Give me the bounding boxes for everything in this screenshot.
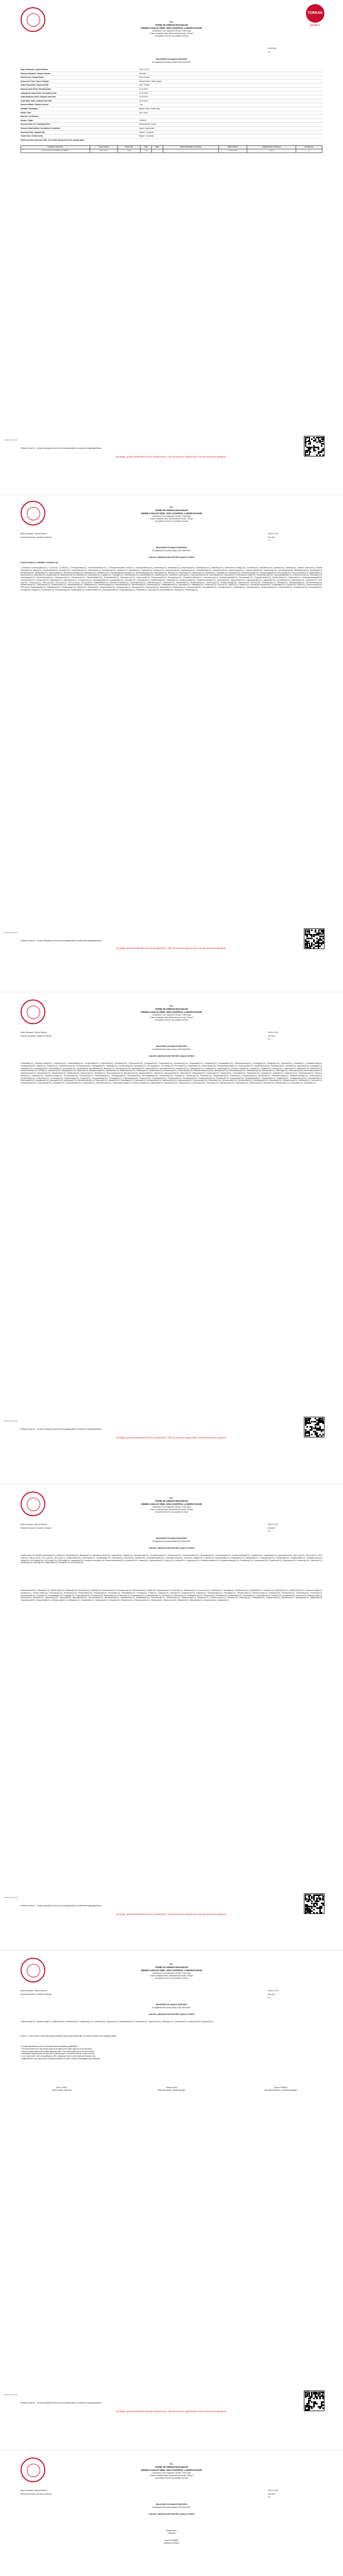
report-title-en: EXAMINATION AND ANALYSIS REPORT [152,61,191,63]
header-contact: Tel:(0258) 3713741 Fax:(0258) 3712318 [155,2477,188,2479]
page-number: 3/7 [268,1038,270,1041]
table-row [21,149,322,152]
page-4 [0,1486,343,1950]
signature-name: Şermin TOMBAŞ [165,2539,178,2542]
info-label: Ambalaj / Packaging [21,107,38,110]
red-warning: Bu belge, güvenli elektronik imza ile imzalanmıştır. This document is signed with a secure electronic signature. [116,1913,227,1916]
info-row [21,99,322,104]
page-number: 4/7 [268,1530,270,1533]
qr-code [304,436,324,456]
sample-no: Ürün Adı / [268,536,276,538]
info-value: Naylon Poşet / Plastic Bag [139,107,160,110]
header-lab-name: DENİZLİ ANALİZ ÖDEL GIDA KONTROL LABORATUVARI [141,512,202,515]
info-label: Numune Adı / Sample Name [21,76,44,79]
results-cell: - [152,149,163,152]
ministry-logo [21,2458,45,2482]
results-header-cell: Akreditasyon [296,146,322,149]
verify-text: Elektronik İmza ile ... Amaçlı eDoğrulama Kodu ile www.sorgulamalab.com adresinden doğrulayabilirsiniz. [21,2402,102,2404]
header-block [88,2463,255,2479]
results-header-cell: Parametre / Parameter [21,146,90,149]
meta-right [268,46,330,54]
header-lab-name: DENİZLİ ANALİZ ÖDEL GIDA KONTROL LABORATUVARI [141,1969,202,1972]
page-2 [0,496,343,985]
report-no-label: Rapor Numarası / Report Number [21,2489,47,2492]
header-block [88,21,255,37]
results-cell: Pestisit Analizi (LC-MS/MS & GC-MS/MS) [21,149,90,152]
signature-role: V.Müdürlü [167,2532,176,2534]
report-title: MUAYENE VE ANALİZ RAPORU [156,1045,187,1047]
verify-text: Elektronik İmza ile ... Amaçlı eDoğrulama Kodu ile www.sorgulamalab.com adresinden doğrulayabilirsiniz. [21,1428,102,1430]
info-row [21,115,322,119]
red-warning: Bu belge, güvenli elektronik imza ile imzalanmıştır. This document is signed with a secure electronic signature. [116,1436,227,1439]
page-3 [0,994,343,1484]
header-address: Kazım Karabekir Mah. Merkezefendi Denizli, Türkiye [150,1974,193,1977]
note-line: * Bu rapor laboratuvarın yazılı izni olmadan kısmen kopyalanıp çoğaltılamaz. [21,2045,78,2047]
pesticide-list-title: KALINTI LABORATUVAR PESTİSİT ANALİZ LİSTESİ [149,1547,194,1549]
pesticide-paragraph: 1,2-Dibromo-3-chloropropane(0,01), 2,4-D(0,01), 2,4-DB(0,01), 2-Phenylphenol(0,01), 3,5-Dichloroaniline(0,01), 4-Chlorophenoxyacetic acid(0,01), 6-Benzyladenine(0,01), Abamectin(0,01), Acephate(0,01), Acequinocyl(0,01), Acetamiprid(0,01), Acetochlor(0,01), Acibenzolar-S-methyl(0,01), Aclonifen(0,01), Acrinathrin(0,01), Alachlor(0,01), Aldicarb(0,01), Aldicarb sulfone(0,01), Aldicarb sulfoxide(0,01), Aldrin(0,01), Ametoctradin(0,01), Ametryn(0,01), Amidosulfuron(0,01), Aminocarb(0,01), Amisulbrom(0,01), Amitraz(0,01), Anilazine(0,01), Anilofos(0,01), Atrazine(0,01), Azaconazole(0,01), Azadirachtin(0,01), Azamethiphos(0,01), Azimsulfuron(0,01), Azinphos-ethyl(0,01), Azinphos-methyl(0,01), Aziprotryne(0,01), Azoxystrobin(0,01), Beflubutamid(0,01), Benalaxyl(0,01), Bendiocarb(0,01), Benfluralin(0,01), Benfuracarb(0,01), Bensulfuron-methyl(0,01), Bensulide(0,01), Bentazone(0,01), Benthiavalicarb-isopropyl(0,01), Benzovindiflupyr(0,01), Bifenazate(0,01), Bifenox(0,01), Bifenthrin(0,01), Bitertanol(0,01), Bixafen(0,01), Boscalid(0,01), Bromacil(0,01), Bromophos-ethyl(0,01), Bromopropylate(0,01), Bromoxynil(0,01), Bromuconazole(0,01), Bupirimate(0,01), Buprofezin(0,01), Butachlor(0,01), Butafenacil(0,01), Butocarboxim(0,01), Butralin(0,01), Cadusafos(0,01), Captan(0,01), Carbaryl(0,01), Carbendazim(0,01), Carbetamide(0,01), Carbofuran(0,01), Carbofuran-3-hydroxy(0,01), Carbophenothion(0,01), Carbosulfan(0,01), Carboxin(0,01), Carfentrazone-ethyl(0,01), Chinomethionat(0,01), Chlorantraniliprole(0,01), Chlorbromuron(0,01), Chlordane(0,01), Chlorfenapyr(0,01), Chlorfenvinphos(0,01), Chlorfluazuron(0,01), Chloridazon(0,01), Chlorobenzilate(0,01), Chlorothalonil(0,01), Chlorotoluron(0,01), Chloroxuron(0,01), Chlorpropham(0,01), Chlorpyrifos(0,01), Chlorpyrifos-methyl(0,01), Chlorsulfuron(0,01), Chlorthal-dimethyl(0,01), Chlozolinate(0,01), Chromafenozide(0,01), Cinidon-ethyl(0,01), Clethodim(0,01), Clodinafop-propargyl(0,01), Clofentezine(0,01), Clomazone(0,01), Clopyralid(0,01), Clothianidin(0,01), Coumaphos(0,01), Cyantraniliprole(0,01), Cyazofamid(0,01), Cycloate(0,01), Cycloxydim(0,01), Cyflufenamid(0,01), Cyfluthrin(0,01), Cyhalofop-butyl(0,01), Cyhalothrin-lambda(0,01), Cymoxanil(0,01), Cypermethrin(0,01), Cyproconazole(0,01), Cyprodinil(0,01), Cyromazine(0,01), Daminozide(0,01), Dazomet(0,01), DDD-o,p'(0,01), DDD-p,p'(0,01), DDE-o,p'(0,01), DDE-p,p'(0,01), DDT-o,p'(0,01), DDT-p,p'(0,01), Deltamethrin(0,01), Demeton-S-methyl(0,01), Desmedipham(0,01), Diafenthiuron(0,01), Diazinon(0,01), Dichlobenil(0,01), Dichlofluanid(0,01), Dichlorvos(0,01), Diclofop-methyl(0,01), Dicloran(0,01), Dicofol(0,01), Dicrotophos(0,01), Dieldrin(0,01), Diethofencarb(0,01), Difenoconazole(0,01), Diflubenzuron(0,01), Diflufenican(0,01), Dimethachlor(0,01), Dimethenamid(0,01), Dimethoate(0,01), Dimethomorph(0,01), Dimoxystrobin(0,01), Diniconazole(0,01), Dinotefuran(0,01), Diphenylamine(0,01), Disulfoton(0,01), Ditalimfos(0,01), Dithianon(0,01), Diuron(0,01), DMST(0,01), Dodine(0,01), Emamectin benzoate(0,01), Endosulfan(0,01), Endrin(0,01), EPN(0,01), Epoxiconazole(0,01), EPTC(0,01), Esfenvalerate(0,01), Ethalfluralin(0,01), Ethiofencarb(0,01), Ethion(0,01), Ethirimol(0,01), Ethofumesate(0,01), Ethoprophos(0,01), Ethoxyquin(0,01), Etofenprox(0,01), Etoxazole(0,01), Etridiazole(0,01), Famoxadone(0,01), Fenamidone(0,01), Fenamiphos(0,01), Fenarimol(0,01), Fenazaquin(0,01), Fenbuconazole(0,01), Fenhexamid(0,01), Fenitrothion(0,01), Fenobucarb(0,01), Fenoxaprop-P-ethyl(0,01), Fenoxycarb(0,01), Fenpropathrin(0,01), Fenpropidin(0,01), Fenpropimorph(0,01), Fenpyrazamine(0,01), Fenpyroximate(0,01), Fenthion(0,01), Fenuron(0,01), Fenvalerate(0,01), Fipronil(0,01), Flonicamid(0,01). [21,567,322,591]
header-contact: Tel:(0258) 3713741 Fax:(0258) 3712318 [155,1511,188,1513]
verify-text: Elektronik İmza ile ... Amaçlı eDoğrulama Kodu ile www.sorgulamalab.com adresinden doğrulayabilirsiniz. [21,447,102,449]
page-number: 6/7 [268,2496,270,2499]
info-label: Numuneyi Alan / Sampled By [21,131,45,133]
page-6 [0,2452,343,2576]
ministry-logo [21,501,45,526]
pesticide-paragraph: Tiofanat-metil(0,01), Tolklofos-metil(0,01), Tolilfluanid(0,01), Triadimefon(0,01), Triadimenol(0,01), Triazofos(0,01), Triklorfon(0,01), Trifloksistrobin(0,01), Triflumizol(0,01), Triflumuron(0,01), Trifluralin(0,01), Tritikonazol(0,01), Vinklozolin(0,01), Zoksamid(0,01). [21,2021,214,2023]
note-line: * Ölçüm sonuçları yalnızca test edilen numuneye aittir. / Test results relate only to the items tested. [21,2050,95,2053]
info-value: Özel / Private [139,84,150,87]
info-value: 11.03.2024 [139,88,148,90]
signature-name: Şermin TOMBAŞ [274,2087,287,2089]
result-statement: SONUÇ / CONCLUSION: Numunede yapılan analizlerde kalıntı tespit edilmemiştir. No residue detected in the analysed sample. [21,2035,117,2037]
meta-right [268,1522,330,1534]
page-number: 2/7 [268,539,270,542]
note-line: * Değerlendirme Türk Gıda Kodeksi Pestisitlerin Maksimum Kalıntı Limitleri Yönetmeliğine göre yapılmıştır. [21,2057,101,2060]
results-note: Ekteki sonuçlar numuneye aittir. The results belong only to the sample given. [21,139,85,141]
info-label: Mühür / Seal [21,111,31,114]
info-row [21,134,322,139]
info-label: Numunenin Türü / Type of Sample [21,80,49,82]
report-no-label: Rapor Numarası / Report Number [21,533,47,535]
header-contact: Tel:(0258) 3713741 Fax:(0258) 3712318 [155,35,188,37]
signature-name: Sezgin Akson [166,2530,177,2532]
page-number: 1/7 [268,50,270,53]
info-row [21,92,322,96]
header-lab-name: DENİZLİ ANALİZ ÖDEL GIDA KONTROL LABORATUVARI [141,1010,202,1013]
info-label: Laboratuvar Kabul Tarihi / Acceptance Date [21,92,57,94]
ministry-logo [21,999,45,1024]
header-ministry: TARIM VE ORMAN BAKANLIĞI [155,509,188,512]
header-lab-name-en: Laboratory Food Inspection Denizli / Yoks Kaya [152,1505,191,1508]
report-title-en: EXAMINATION AND ANALYSIS REPORT [152,1540,191,1543]
report-no-label: Rapor Numarası / Report Number [21,1990,47,1992]
qr-code [304,1417,324,1437]
info-value: Ürün Adı / [139,72,147,75]
report-no-label: Rapor Numarası / Report Number [21,1523,47,1526]
header-contact: Tel:(0258) 3713741 Fax:(0258) 3712318 [155,520,188,522]
meta-left [21,1030,175,1038]
report-title-en: EXAMINATION AND ANALYSIS REPORT [152,1048,191,1050]
results-cell: 0,01 [141,149,152,152]
meta-left [21,1989,175,1996]
signature-block-2 [141,2087,202,2091]
meta-right [268,1989,330,2000]
info-label: Analiz Başlama Tarihi / Analysis Start Date [21,96,56,98]
sample-no: Ürün Adı / [268,1527,276,1529]
header-tc: T.C. [169,1497,174,1499]
red-warning: Bu belge, güvenli elektronik imza ile imzalanmıştır. This document is signed with a secure electronic signature. [116,947,227,950]
signature-title: Laboratuvar Müdürü / Laboratory Manager [264,2089,297,2091]
header-lab-name: DENİZLİ ANALİZ ÖDEL GIDA KONTROL LABORATUVARI [141,1502,202,1505]
header-lab-name-en: Laboratory Food Inspection Denizli / Yoks Kaya [152,29,191,32]
header-contact: Tel:(0258) 3713741 Fax:(0258) 3712318 [155,1977,188,1979]
results-cell: Uygun [247,149,296,152]
turkak-label: TÜRKAK [306,4,324,23]
info-row [21,119,322,123]
meta-right [268,2488,330,2500]
info-value: 1 kg [139,104,143,106]
meta-left [21,532,175,539]
header-ministry: TARIM VE ORMAN BAKANLIĞI [155,23,188,26]
results-header-cell: MRL [152,146,163,149]
report-no-label: Rapor Numarası / Report Number [21,1031,47,1033]
info-label: Numune Alma Tarihi / Sampling Date [21,88,51,90]
signature-name: Burcu TOPAK [56,2087,67,2089]
sample-no-label: Numune Numarası / Number of Sample [21,1035,52,1037]
results-header-cell: LOQ [141,146,152,149]
verify-text: Elektronik İmza ile ... Amaçlı eDoğrulama Kodu ile www.sorgulamalab.com adresinden doğrulayabilirsiniz. [21,1905,102,1907]
info-label: Numune Alma Yeri / Sampling Place [21,123,50,126]
meta-left [21,2488,175,2496]
pesticide-paragraph: Metoksifenozid(0,01), Metolaklor(0,01), Metrafenon(0,01), Metribuzin(0,01), Mevinfos(0,01), Molinat(0,01), Monokrotofos(0,01), Monolinuron(0,01), Miklobutanil(0,01), Naled(0,01), Napropamid(0,01), Neburon(0,01), Nitenpiram(0,01), Novaluron(0,01), Nuarimol(0,01), Ometoat(0,01), Oksadiazon(0,01), Oksadiksil(0,01), Oksamil(0,01), Oksifluorfen(0,01), Paklobutrazol(0,01), Paraokson-metil(0,01), Paration(0,01), Paration-metil(0,01), Penkonazol(0,01), Pensikuron(0,01), Pendimetalin(0,01), Pentiopirad(0,01), Permetrin(0,01), Fenmedifam(0,01), Fentoat(0,01), Forat(0,01), Fosalon(0,01), Fosmet(0,01), Fosfamidon(0,01), Foksim(0,01), Pikoksistrobin(0,01), Pirimikarb(0,01), Pirimifos-etil(0,01), Pirimifos-metil(0,01), Prokloraz(0,01), Prosimidon(0,01), Profenofos(0,01), Prometrin(0,01), Propamokarb(0,01), Propanil(0,01), Propakizafop(0,01), Propargit(0,01), Propikonazol(0,01), Propoksur(0,01), Propizamid(0,01), Prokinazid(0,01), Prosulfokarb(0,01), Protiokonazol(0,01), Protiofos(0,01), Pimetrozin(0,01), Piraklostrobin(0,01), Pirazofos(0,01), Piridaben(0,01), Piridafention(0,01), Pirimetanil(0,01), Piriproksifen(0,01), Kinalfos(0,01), Kinoksifen(0,01), Kintozen(0,01), Kizalofop-etil(0,01), Rotenon(0,01), Simazin(0,01), Spinetoram(0,01), Spinosad(0,01), Spirodiklofen(0,01), Spiromesifen(0,01), Spirotetramat(0,01), Spiroksamin(0,01), Sulfoksaflor(0,01), Tebukonazol(0,01), Tebufenozid(0,01), Tebufenpirad(0,01), Teknazen(0,01), Teflubenzuron(0,01), Teflutrin(0,01), Terbufos(0,01), Terbutilazin(0,01), Tetrakonazol(0,01), Tetradifon(0,01), Tiabendazol(0,01), Tiakloprid(0,01), Tiametoksam(0,01), Tiofanat-metil(0,01), Tolklofos-metil(0,01), Tolilfluanid(0,01), Triadimefon(0,01), Triadimenol(0,01), Triazofos(0,01), Triklorfon(0,01), Trifloksistrobin(0,01), Triflumizol(0,01), Triflumuron(0,01), Trifluralin(0,01), Tritikonazol(0,01), Vinklozolin(0,01), Zoksamid(0,01). [21,1589,322,1602]
header-block [88,1963,255,1979]
pesticide-list-title: KALINTI LABORATUVAR PESTİSİT ANALİZ LİSTESİ [149,556,194,558]
sample-no: Ürün Adı / [268,1993,276,1995]
info-value: Merkezefendi / Denizli [139,123,157,126]
pesticide-list-subtitle: Pestisit Analizi (LC-MS/MS) / Pesticide List [21,562,58,564]
red-warning: Bu belge, güvenli elektronik imza ile imzalanmıştır. This document is signed with a secure electronic signature. [116,2410,227,2413]
qr-code [304,928,324,949]
header-contact: Tel:(0258) 3713741 Fax:(0258) 3712318 [155,1019,188,1021]
info-label: Numune Miktarı / Sample Amount [21,104,48,106]
info-row [21,88,322,92]
turkak-code: AB-0051-T [310,24,320,26]
ministry-logo [21,7,45,32]
signature-name: Hüseyin KAYA [166,2087,177,2089]
turkak-badge [304,4,327,36]
info-label: Analiz Bitiş Tarihi / Analysis End Date [21,99,52,102]
header-tc: T.C. [169,506,174,509]
page-1 [0,0,343,495]
results-table [21,145,322,153]
signature-block-1 [31,2087,93,2091]
sample-no: Ürün Adı / [268,1035,276,1037]
report-title-en: EXAMINATION AND ANALYSIS REPORT [152,2006,191,2009]
sample-no-label: Numune Numarası / Number of Sample [21,1993,52,1995]
header-address: Kazım Karabekir Mah. Merkezefendi Denizli, Türkiye [150,1508,193,1511]
results-header-cell: Birim / Unit [118,146,141,149]
report-date: 18.03.2024 [268,47,277,49]
info-value: TÜRKİYE [139,119,147,122]
header-lab-name: DENİZLİ ANALİZ ÖDEL GIDA KONTROL LABORATUVARI [141,2468,202,2471]
info-row [21,68,322,72]
results-header-cell: Değerlendirme / Evaluation [247,146,296,149]
results-cell: TS EN 15662 [218,149,247,152]
meta-left [21,1522,175,1530]
report-no: 2024-G-2743 [268,533,278,535]
header-lab-name-en: Laboratory Food Inspection Denizli / Yoks Kaya [152,1013,191,1016]
doc-code: FR-KK-01 / Rev.02 [4,931,18,934]
header-ministry: TARIM VE ORMAN BAKANLIĞI [155,2465,188,2468]
red-warning: Bu belge, güvenli elektronik imza ile imzalanmıştır. This document is signed with a secure electronic signature. [116,455,227,458]
header-lab-name-en: Laboratory Food Inspection Denizli / Yoks Kaya [152,515,191,517]
info-row [21,72,322,76]
note-line: * LOQ: Tayin Limiti / Limit of Quantification. MRL: Maksimum Kalıntı Limiti / Maximum Residue Limit. [21,2055,96,2058]
signature-block-3 [247,2087,314,2091]
report-no: 2024-G-2743 [268,1990,278,1992]
info-row [21,127,322,131]
header-tc: T.C. [169,1963,174,1965]
info-row [21,103,322,107]
info-value: - [139,115,140,118]
info-row [21,76,322,80]
info-value: Yok / None [139,111,148,114]
header-tc: T.C. [169,2463,174,2465]
info-label: Menşei / Origin [21,119,33,122]
page-divider [0,1950,343,1951]
pesticide-list-title: KALINTI LABORATUVAR PESTİSİT ANALİZ LİSTESİ [149,1055,194,1057]
header-lab-name-en: Laboratory Food Inspection Denizli / Yoks Kaya [152,2471,191,2474]
results-cell: mg/kg [118,149,141,152]
header-block [88,1005,255,1021]
signature-title: Kalite Sorumlusu / Quality Manager [158,2089,185,2091]
results-cell: Bkz. Liste [90,149,118,152]
page-number: 5/7 [268,1996,270,1999]
results-cell: - [163,149,219,152]
notes-block [21,2045,322,2060]
meta-right [268,1030,330,1042]
sample-no: Ürün Adı / [268,2493,276,2495]
info-label: Rapor Numarası / Report Number [21,69,48,71]
info-row [21,80,322,84]
report-title: MUAYENE VE ANALİZ RAPORU [156,546,187,549]
info-value: 15.03.2024 [139,99,148,102]
info-value: Sofralık Üzüm / Table Grapes [139,80,162,82]
note-line: * Akreditasyon kapsamındaki deneyler (A) ile işaretlenmiştir. / Accredited tests are marked with (A). [21,2053,95,2055]
pesticide-paragraph: Pestisit Analizi (GC-MS/MS): Acrinathrin(0,01), Aldrin(0,01), Benfluralin(0,01), Bifenthrin(0,01), Bromophos-ethyl(0,01), Captafol(0,01), Captan(0,01), Chlordane-cis(0,01), Chlordane-trans(0,01), Chlorfenson(0,01), Chlorobenzilate(0,01), Chlorothalonil(0,01), Chlorpropham(0,01), Chlorthal-dimethyl(0,01), Cyfluthrin(0,01), Cyhalothrin(0,01), Cypermethrin(0,01), DDD-o,p'(0,01), DDD-p,p'(0,01), DDE-o,p'(0,01), DDE-p,p'(0,01), DDT-o,p'(0,01), DDT-p,p'(0,01), Deltamethrin(0,01), Dichlobenil(0,01), Dichlofluanid(0,01), Dicloran(0,01), Dicofol(0,01), Dieldrin(0,01), Endosulfan-alpha(0,01), Endosulfan-beta(0,01), Endosulfan sulfate(0,01), Endrin(0,01), Esfenvalerate(0,01), Ethalfluralin(0,01), Etridiazole(0,01), Fenpropathrin(0,01), Fenvalerate(0,01), Flucythrinate(0,01), Fluvalinate-tau(0,01), Folpet(0,01), HCH-alpha(0,01), HCH-beta(0,01), HCH-delta(0,01), Heptachlor(0,01), Heptachlor epoxide(0,01), Hexachlorobenzene(0,01), Iprodione(0,01), Lindane(0,01), Methoxychlor(0,01), Mirex(0,01), Nitrofen(0,01), Oxyfluorfen(0,01), Pentachloroaniline(0,01), Pentachloroanisole(0,01), Permethrin(0,01), Procymidone(0,01), Propachlor(0,01), Quintozene(0,01), Tecnazene(0,01), Tefluthrin(0,01), Tetradifon(0,01), Tetrasul(0,01), Tolylfluanid(0,01), Trifluralin(0,01), Vinclozolin(0,01). [21,1554,322,1564]
report-title: MUAYENE VE ANALİZ RAPORU [156,58,187,60]
header-lab-name-en: Laboratory Food Inspection Denizli / Yoks Kaya [152,1972,191,1974]
signature-role: Laboratuvar Müdürü [163,2541,180,2544]
header-address: Kazım Karabekir Mah. Merkezefendi Denizli, Türkiye [150,32,193,35]
header-ministry: TARIM VE ORMAN BAKANLIĞI [155,1007,188,1010]
doc-code: FR-KK-01 / Rev.02 [4,1896,18,1899]
info-value: 12.03.2024 [139,96,148,98]
meta-right [268,532,330,543]
sample-no-label: Numune Numarası / Number of Sample [21,2493,52,2495]
header-block [88,506,255,522]
results-header-cell: Ölçüm Belirsizliği / Uncertainty [163,146,219,149]
report-no: 2024-G-2743 [268,2489,278,2492]
info-label: Numune Kabul Şartları / Acceptance Conditions [21,127,60,129]
info-row [21,123,322,127]
sample-info-table [21,68,322,139]
signature-title: Analizi Yapan / Tested By [52,2089,72,2091]
report-no: 2024-G-2743 [268,1523,278,1526]
info-row [21,83,322,88]
doc-code: FR-KK-01 / Rev.02 [4,439,18,441]
sample-no-label: Numune Numarası / Number of Sample [21,1527,52,1529]
header-tc: T.C. [169,21,174,23]
info-label: Analiz Talep Eden / Requested By [21,84,49,87]
info-row [21,111,322,115]
report-title: MUAYENE VE ANALİZ RAPORU [156,1537,187,1539]
pesticide-list-title: KALINTI LABORATUVAR PESTİSİT ANALİZ LİSTESİ [149,2513,194,2515]
header-address: Kazım Karabekir Mah. Merkezefendi Denizli, Türkiye [150,2474,193,2477]
qr-code [304,2391,324,2411]
qr-code [304,1893,324,1914]
ministry-logo [21,1492,45,1516]
header-ministry: TARIM VE ORMAN BAKANLIĞI [155,1499,188,1502]
results-header-cell: Metot / Method [218,146,247,149]
info-value: Fresh Grapes [139,76,150,79]
info-value: Müşteri / Customer [139,135,154,138]
ministry-logo [21,1958,45,1982]
info-label: Parti No / Lot Number [21,115,39,118]
pesticide-paragraph: Florasulam(0,01), Fluazifop-P-butyl(0,01), Fluazinam(0,01), Flubendiamide(0,01), Flucythrinate(0,01), Fludioxonil(0,01), Flufenacet(0,01), Flufenoxuron(0,01), Flumetralin(0,01), Flumioxazin(0,01), Fluometuron(0,01), Fluopicolide(0,01), Fluopyram(0,01), Fluoxastrobin(0,01), Fluquinconazole(0,01), Fluroxypyr(0,01), Flusilazole(0,01), Flutolanil(0,01), Flutriafol(0,01), Fluvalinate-tau(0,01), Fluxapyroxad(0,01), Folpet(0,01), Fonofos(0,01), Forchlorfenuron(0,01), Formetanate(0,01), Fosthiazate(0,01), Furalaxyl(0,01), Furathiocarb(0,01), Haloxyfop(0,01), HCH-alpha(0,01), HCH-beta(0,01), HCH-delta(0,01), Heptachlor(0,01), Heptenophos(0,01), Hexachlorobenzene(0,01), Hexaconazole(0,01), Hexaflumuron(0,01), Hexythiazox(0,01), Imazalil(0,01), Imazamox(0,01), Imazapyr(0,01), Imazaquin(0,01), Imidacloprid(0,01), Indoxacarb(0,01), Iprobenfos(0,01), Iprodione(0,01), Iprovalicarb(0,01), Isazofos(0,01), Isocarbophos(0,01), Isofenphos(0,01), Isoprocarb(0,01), Isoprothiolane(0,01), Isoproturon(0,01), Isopyrazam(0,01), Isoxaben(0,01), Isoxaflutole(0,01), Kresoxim-methyl(0,01), Lenacil(0,01), Lindane(0,01), Linuron(0,01), Lufenuron(0,01), Malaoxon(0,01), Malathion(0,01), Mandipropamid(0,01), MCPA(0,01), Mecarbam(0,01), Mepanipyrim(0,01), Mepronil(0,01), Meptyldinocap(0,01), Mesotrione(0,01), Metaflumizone(0,01), Metalaxyl(0,01), Metamitron(0,01), Metazachlor(0,01), Metconazole(0,01), Methabenzthiazuron(0,01), Methacrifos(0,01), Methamidophos(0,01), Methidathion(0,01), Methiocarb(0,01), Methomyl(0,01), Methoxychlor(0,01), Methoxyfenozide(0,01), Metobromuron(0,01), Metolachlor(0,01), Metrafenone(0,01), Metribuzin(0,01), Mevinphos(0,01), Molinate(0,01), Monocrotophos(0,01), Monolinuron(0,01), Myclobutanil(0,01), Naled(0,01), Napropamide(0,01), Neburon(0,01), Nitenpyram(0,01), Novaluron(0,01), Nuarimol(0,01), Omethoate(0,01), Oxadiazon(0,01), Oxadixyl(0,01), Oxamyl(0,01), Oxyfluorfen(0,01), Paclobutrazol(0,01), Paraoxon-methyl(0,01), Parathion(0,01), Parathion-methyl(0,01), Penconazole(0,01), Pencycuron(0,01), Pendimethalin(0,01), Penthiopyrad(0,01), Permethrin(0,01), Phenmedipham(0,01), Phenthoate(0,01), Phorate(0,01), Phosalone(0,01), Phosmet(0,01), Phosphamidon(0,01), Phoxim(0,01), Picoxystrobin(0,01), Pirimicarb(0,01), Pirimiphos-ethyl(0,01), Pirimiphos-methyl(0,01), Prochloraz(0,01), Procymidone(0,01), Profenofos(0,01), Prometryn(0,01), Propamocarb(0,01), Propanil(0,01), Propaquizafop(0,01), Propargite(0,01), Propiconazole(0,01), Propoxur(0,01), Propyzamide(0,01), Proquinazid(0,01), Prosulfocarb(0,01), Prothioconazole(0,01), Prothiofos(0,01), Pymetrozine(0,01), Pyraclostrobin(0,01), Pyrazophos(0,01), Pyridaben(0,01), Pyridaphenthion(0,01), Pyrimethanil(0,01), Pyriproxyfen(0,01), Quinalphos(0,01), Quinoxyfen(0,01), Quintozene(0,01), Quizalofop-ethyl(0,01), Rotenone(0,01), Simazine(0,01), Spinetoram(0,01), Spinosad(0,01), Spirodiclofen(0,01), Spiromesifen(0,01), Spirotetramat(0,01), Spiroxamine(0,01), Sulfoxaflor(0,01), Tebuconazole(0,01), Tebufenozide(0,01), Tebufenpyrad(0,01), Tecnazene(0,01), Teflubenzuron(0,01), Tefluthrin(0,01), Terbufos(0,01), Terbuthylazine(0,01), Tetraconazole(0,01), Tetradifon(0,01), Thiabendazole(0,01), Thiacloprid(0,01), Thiamethoxam(0,01), Thiophanate-methyl(0,01), Tolclofos-methyl(0,01), Tolylfluanid(0,01), Triadimefon(0,01), Triadimenol(0,01), Triazophos(0,01), Trichlorfon(0,01), Trifloxystrobin(0,01), Triflumizole(0,01), Triflumuron(0,01), Trifluralin(0,01), Triticonazole(0,01), Vinclozolin(0,01), Zoxamide(0,01). [21,1062,322,1084]
results-header-cell: Sonuç / Result [90,146,118,149]
report-title-en: EXAMINATION AND ANALYSIS REPORT [152,549,191,552]
final-signature [120,2530,223,2544]
header-address: Kazım Karabekir Mah. Merkezefendi Denizli, Türkiye [150,1016,193,1019]
report-title-en: EXAMINATION AND ANALYSIS REPORT [152,2506,191,2509]
header-lab-name: DENİZLİ ANALİZ ÖDEL GIDA KONTROL LABORATUVARI [141,26,202,29]
header-ministry: TARIM VE ORMAN BAKANLIĞI [155,1965,188,1969]
pesticide-list-title: KALINTI LABORATUVAR PESTİSİT ANALİZ LİSTESİ [149,2013,194,2015]
sample-no-label: Numune Numarası / Number of Sample [21,536,52,538]
header-block [88,1497,255,1513]
report-title: MUAYENE VE ANALİZ RAPORU [156,2003,187,2006]
info-value: 11.03.2024 [139,92,148,94]
info-label: Numune Numarası / Sample Number [21,72,51,75]
header-address: Kazım Karabekir Mah. Merkezefendi Denizli, Türkiye [150,517,193,520]
doc-code: FR-KK-01 / Rev.02 [4,1420,18,1422]
report-no: 2024-G-2743 [268,1031,278,1033]
info-row [21,131,322,135]
info-row [21,95,322,99]
info-label: Teslim Eden / Delivered By [21,135,43,138]
info-value: Uygun / Appropriate [139,127,155,129]
info-value: Müşteri / Customer [139,131,154,133]
note-line: * This report shall not be reproduced except in full without the written approval of the laboratory. [21,2047,92,2050]
info-row [21,107,322,111]
doc-code: FR-KK-01 / Rev.02 [4,2394,18,2396]
report-title: MUAYENE VE ANALİZ RAPORU [156,2503,187,2505]
info-value: 2024-G-2743 [139,69,149,71]
results-cell: A [296,149,322,152]
header-tc: T.C. [169,1005,174,1007]
page-5 [0,1953,343,2447]
verify-text: Elektronik İmza ile ... Amaçlı eDoğrulama Kodu ile www.sorgulamalab.com adresinden doğrulayabilirsiniz. [21,940,102,942]
